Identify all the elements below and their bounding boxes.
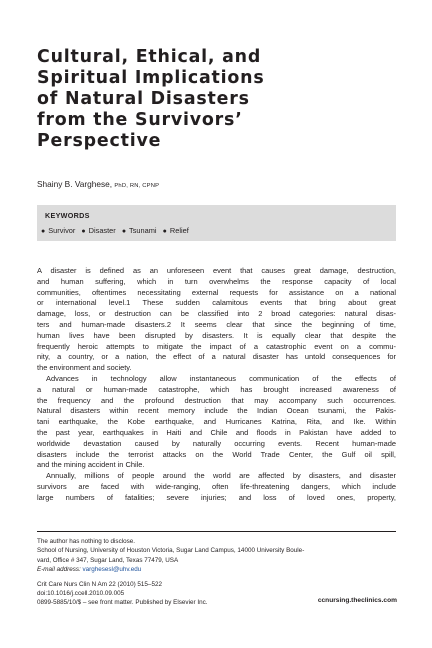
keyword-text: Tsunami [129,226,157,235]
keyword-text: Relief [169,226,189,235]
body-line: tani earthquake, the Kobe earthquake, and Hurricanes Katrina, Rita, and Ike. Within [37,417,396,427]
body-line: human lives have been disrupted by disasters. It is equally clear that despite the [37,330,396,340]
keywords-heading: KEYWORDS [45,211,90,220]
footnote-divider [37,531,396,532]
body-line: the environment and society. [37,363,132,373]
keyword-item [41,226,75,235]
body-line: communities, oftentimes necessitating external requests for assistance on a national [37,287,396,297]
body-line: a natural or human-made catastrophe, which has brought increased awareness of [37,384,396,394]
author-name: Shainy B. Varghese, [37,179,113,189]
email-line [37,565,396,574]
author-byline [37,179,159,189]
keyword-item [118,226,157,235]
keyword-item [77,226,115,235]
body-line: damage, loss, or destruction can be classified into 2 broad categories: natural disas- [37,309,396,319]
body-line: A disaster is defined as an unforeseen event that causes great damage, destruction, [37,266,396,275]
bullet-icon: ● [121,228,127,235]
affiliation-line: vard, Office # 347, Sugar Land, Texas 77479, USA [37,556,179,564]
body-line: ters and human-made disasters.2 It seems clear that since the beginning of time, [37,319,396,329]
title-line: Perspective [37,131,162,151]
journal-citation: Crit Care Nurs Clin N Am 22 (2010) 515–522 [37,580,162,588]
body-line: large numbers of fatalities; severe injuries; and loss of loved ones, property, [37,492,396,502]
keyword-text: Survivor [48,226,76,235]
body-line: worldwide devastation caused by naturally occurring events. Recent human-made [37,438,396,448]
bullet-icon: ● [81,228,86,235]
doi-link[interactable]: doi:10.1016/j.ccell.2010.09.005 [37,590,125,598]
body-line: nity, a country, or a nation, the effect of a natural disaster has untold consequences for [37,352,396,362]
title-line: of Natural Disasters [37,89,250,109]
email-label: E-mail address: [37,566,81,574]
author-credentials: PhD, RN, CPNP [114,183,160,189]
body-line: survivors are faced with wide-ranging, often life-threatening dangers, which include [37,481,396,491]
journal-website[interactable]: ccnursing.theclinics.com [317,597,397,604]
body-line: Annually, millions of people around the world are affected by disasters, and disaster [46,471,396,481]
affiliation-line: School of Nursing, University of Houston Victoria, Sugar Land Campus, 14000 University Boule- [37,547,305,555]
keyword-text: Disaster [88,226,116,235]
keywords-list [41,226,189,235]
body-line: Advances in technology allow instantaneous communication of the effects of [46,373,396,383]
bullet-icon: ● [162,228,167,235]
body-line: and human suffering, which in turn overwhelms the response capacity of local [37,276,396,286]
issn-line: 0899-5885/10/$ – see front matter. Published by Elsevier Inc. [37,599,208,607]
body-line: the past year, earthquakes in Haiti and Chile and floods in Pakistan have added to [37,427,396,437]
body-line: or international level.1 These sudden calamitous events that bring about great [37,298,396,308]
keywords-box [37,205,396,241]
body-line: frequently heroic attempts to mitigate the impact of a catastrophic event on a commu- [37,341,396,351]
disclosure-note: The author has nothing to disclose. [37,538,136,545]
body-line: disasters include the terrorist attacks on the World Trade Center, the Gulf oil spill, [37,449,396,459]
body-line: and the mining accident in Chile. [37,460,145,470]
article-title [37,47,397,152]
title-line: from the Survivors’ [37,110,243,130]
title-line: Cultural, Ethical, and [37,47,262,67]
keyword-item [159,226,189,235]
body-line: the frequency and the profound destruction that may accompany such occurrences. [37,395,396,405]
title-line: Spiritual Implications [37,68,265,88]
body-line: Natural disasters within recent memory include the Indian Ocean tsunami, the Pakis- [37,406,396,416]
article-body [37,266,396,504]
email-link[interactable]: varghesesl@uhv.edu [82,566,142,574]
bullet-icon: ● [41,228,46,235]
